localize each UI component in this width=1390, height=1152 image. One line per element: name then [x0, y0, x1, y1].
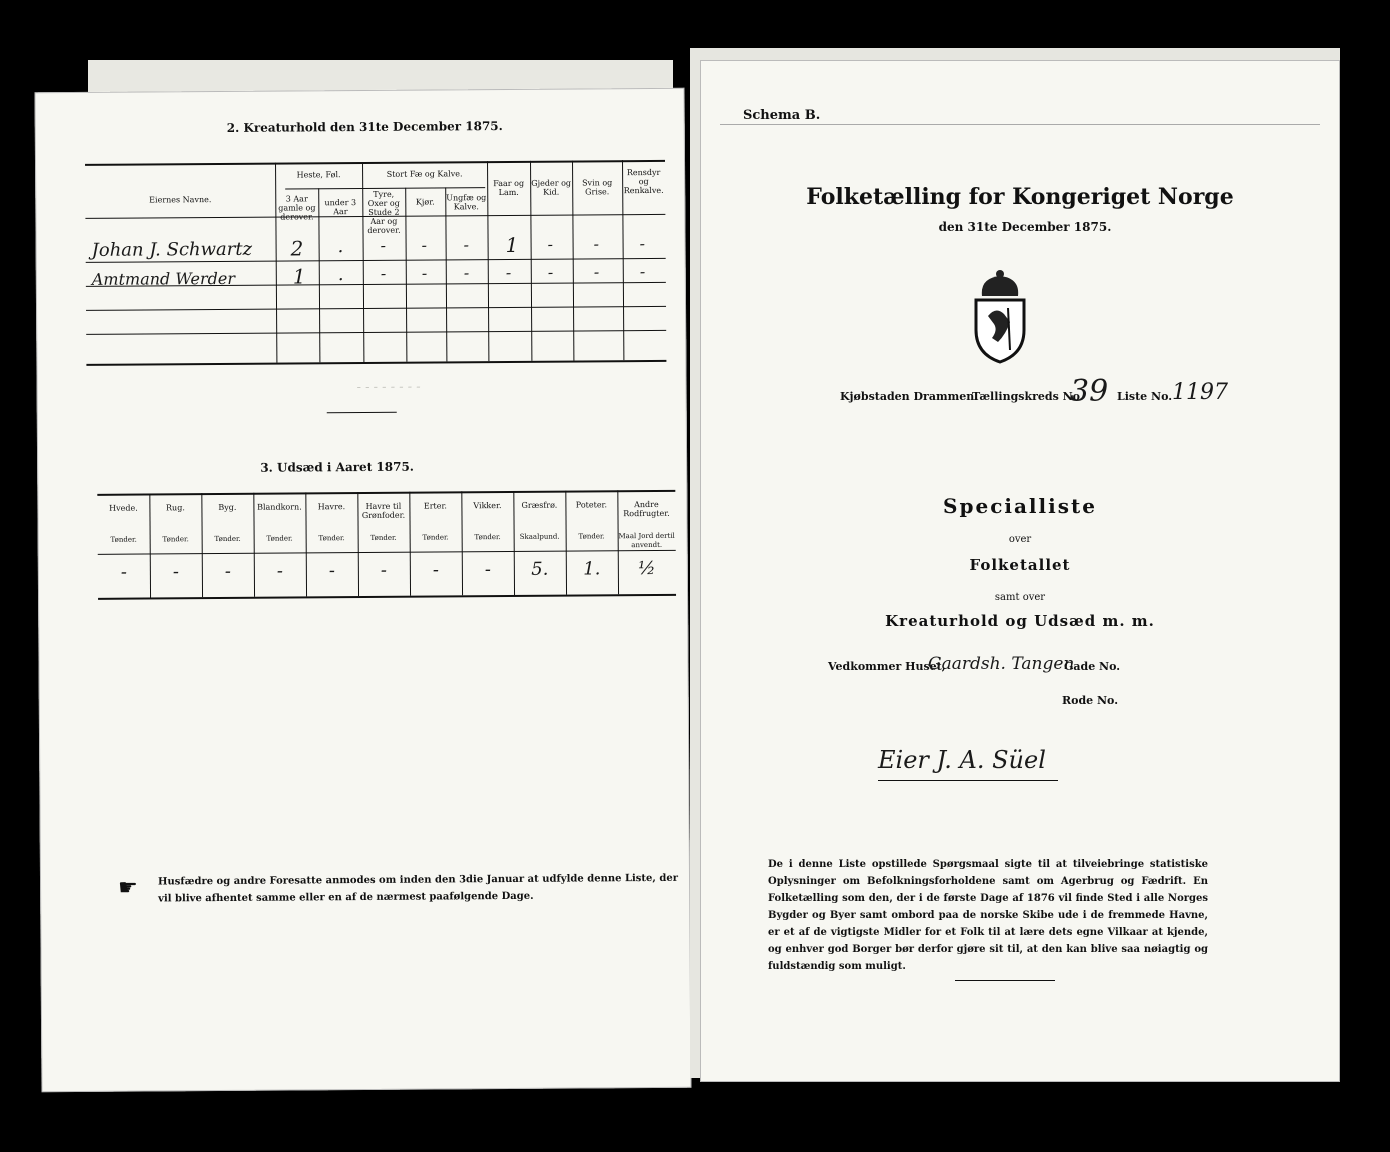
table3-value: ½	[638, 557, 656, 580]
header-cattle-calves: Ungfæ og Kalve.	[446, 193, 487, 212]
header-horses: Heste, Føl.	[296, 170, 341, 180]
table3-header-name: Rug.	[165, 503, 185, 513]
reindeer-count: -	[639, 262, 646, 282]
section3-title: 3. Udsæd i Aaret 1875.	[260, 459, 415, 475]
table3-header-name: Havre til Grønfoder.	[361, 501, 406, 521]
table2-row-line	[86, 330, 666, 335]
table3-header-unit: Tønder.	[370, 533, 397, 542]
table2-col-line	[445, 187, 447, 361]
horse-old-count: 2	[290, 236, 304, 261]
owner-name: Amtmand Werder	[91, 268, 236, 289]
header-pigs: Svin og Grise.	[582, 178, 613, 197]
table3-value: -	[120, 561, 127, 583]
table3-value: -	[224, 560, 231, 582]
table3-header-name: Havre.	[317, 502, 346, 512]
table3-header-unit: Skaalpund.	[519, 532, 560, 541]
pigs-count: -	[593, 234, 600, 254]
table3-header-unit: Tønder.	[214, 534, 241, 544]
table2-bottom-line	[86, 360, 666, 366]
table3-value: 1.	[583, 558, 601, 580]
table3-value: -	[432, 559, 439, 581]
cattle-bulls-count: -	[380, 263, 387, 283]
gade-label: Gade No.	[1064, 660, 1121, 673]
norway-coat-of-arms-icon	[970, 268, 1030, 364]
cattle-calves-count: -	[463, 235, 470, 255]
cattle-bulls-count: -	[380, 235, 387, 255]
owner-name: Johan J. Schwartz	[91, 238, 253, 261]
table3-header-unit: Tønder.	[578, 532, 605, 541]
city-label: Kjøbstaden Drammen.	[840, 390, 979, 403]
house-name: Gaardsh. Tangen	[928, 654, 1075, 674]
owner-signature: Eier J. A. Süel	[878, 746, 1046, 774]
census-title: Folketælling for Kongeriget Norge	[806, 184, 1234, 210]
goats-count: -	[547, 262, 554, 282]
pigs-count: -	[593, 262, 600, 282]
schema-label: Schema B.	[743, 108, 821, 123]
header-cattle: Stort Fæ og Kalve.	[386, 169, 463, 179]
header-cattle-cows: Kjør.	[415, 197, 435, 207]
horse-old-count: 1	[292, 264, 306, 289]
specialliste-heading: Specialliste	[943, 494, 1097, 518]
header-sheep: Faar og Lam.	[493, 178, 525, 198]
over-label: over	[1008, 534, 1032, 545]
table2-col-line	[405, 188, 407, 362]
table2-row-line	[86, 306, 666, 311]
cattle-calves-count: -	[463, 263, 470, 283]
table3-bottom-line	[98, 594, 676, 600]
goats-count: -	[547, 234, 554, 254]
district-label: Tællingskreds No.	[972, 390, 1084, 403]
census-date: den 31te December 1875.	[938, 220, 1112, 234]
pointing-hand-icon: ☛	[117, 875, 138, 901]
signature-underline	[878, 780, 1058, 781]
table3-value: 5.	[531, 558, 549, 580]
footnote-text: Husfædre og andre Foresatte anmodes om inden den 3die Januar at udfylde denne Liste, der vil blive afhentet samme eller en af de nærmest paafølgende Dage.	[157, 872, 679, 905]
table3-header-name: Vikker.	[473, 501, 502, 511]
cattle-cows-count: -	[421, 235, 428, 255]
sheep-count: 1	[505, 232, 519, 257]
rode-label: Rode No.	[1062, 694, 1119, 707]
kreaturhold-heading: Kreaturhold og Udsæd m. m.	[885, 612, 1155, 630]
table3-header-unit: Tønder.	[318, 534, 345, 543]
header-horses-old: 3 Aar gamle og derover.	[278, 194, 316, 222]
table3-header-unit: Tønder.	[422, 533, 449, 542]
left-page	[35, 88, 692, 1093]
table3-value: -	[328, 560, 335, 582]
table2-col-line	[275, 163, 277, 363]
table3-header-unit: Tønder.	[474, 533, 501, 542]
header-rule	[720, 124, 1320, 125]
table3-header-unit: Tønder.	[162, 535, 189, 544]
header-cattle-bulls: Tyre, Oxer og Stude 2 Aar og derover.	[367, 189, 401, 235]
cattle-cows-count: -	[421, 263, 428, 283]
header-goats: Gjeder og Kid.	[531, 178, 572, 197]
table3-value: -	[276, 560, 283, 582]
section2-title: 2. Kreaturhold den 31te December 1875.	[226, 119, 503, 135]
divider-line	[327, 412, 397, 413]
table3-header-name: Blandkorn.	[257, 502, 302, 512]
table3-value: -	[484, 559, 491, 581]
table3-header-name: Andre Rodfrugter.	[623, 499, 670, 519]
samt-over-label: samt over	[994, 592, 1046, 603]
folketallet-heading: Folketallet	[969, 556, 1071, 574]
sheep-count: -	[505, 262, 512, 282]
header-owners: Eiernes Navne.	[149, 195, 212, 205]
list-label: Liste No.	[1117, 390, 1173, 403]
horse-young-count: .	[337, 236, 344, 258]
header-horses-young: under 3 Aar	[324, 198, 357, 217]
table3-header-name: Hvede.	[109, 503, 138, 513]
bleed-through-text: - - - - - - - -	[356, 379, 421, 396]
table3-header-name: Byg.	[218, 502, 237, 513]
table2-top-line	[85, 160, 665, 166]
header-reindeer: Rensdyr og Renkalve.	[623, 167, 664, 196]
table3-header-unit: Tønder.	[266, 534, 293, 543]
table3-top-line	[97, 490, 675, 496]
table3-header-name: Græsfrø.	[521, 500, 558, 510]
table3-header-line	[98, 550, 676, 555]
table3-header-name: Erter.	[423, 501, 447, 511]
right-page	[700, 60, 1340, 1082]
district-number: 39	[1070, 374, 1109, 409]
horse-young-count: .	[337, 264, 344, 286]
list-number: 1197	[1172, 380, 1228, 405]
table3-header-unit: Tønder.	[110, 535, 137, 544]
vedkommer-label: Vedkommer Huset,	[828, 660, 946, 673]
intro-paragraph: De i denne Liste opstillede Spørgsmaal sigte til at tilveiebringe statistiske Oplysninger om Befolkningsforholdene samt om Agerbrug og Fædrift. En Folketælling som den, der i de første Dage af 1876 vil finde Sted i alle Norges Bygder og Byer samt ombord paa de norske Skibe ude i de fremmede Havne, er et af de vigtigste Midler for et Folk til at lære dets egne Vilkaar at kjende, og enhver god Borger bør derfor gjøre sit til, at den kan blive saa nøiagtig og fuldstændig som muligt.	[768, 859, 1208, 972]
table3-header-name: Poteter.	[575, 500, 608, 510]
table3-value: -	[380, 559, 387, 581]
table3-header-unit: Maal Jord dertil anvendt.	[618, 531, 675, 550]
reindeer-count: -	[639, 234, 646, 254]
table3-value: -	[172, 561, 179, 583]
closing-rule	[955, 980, 1055, 981]
